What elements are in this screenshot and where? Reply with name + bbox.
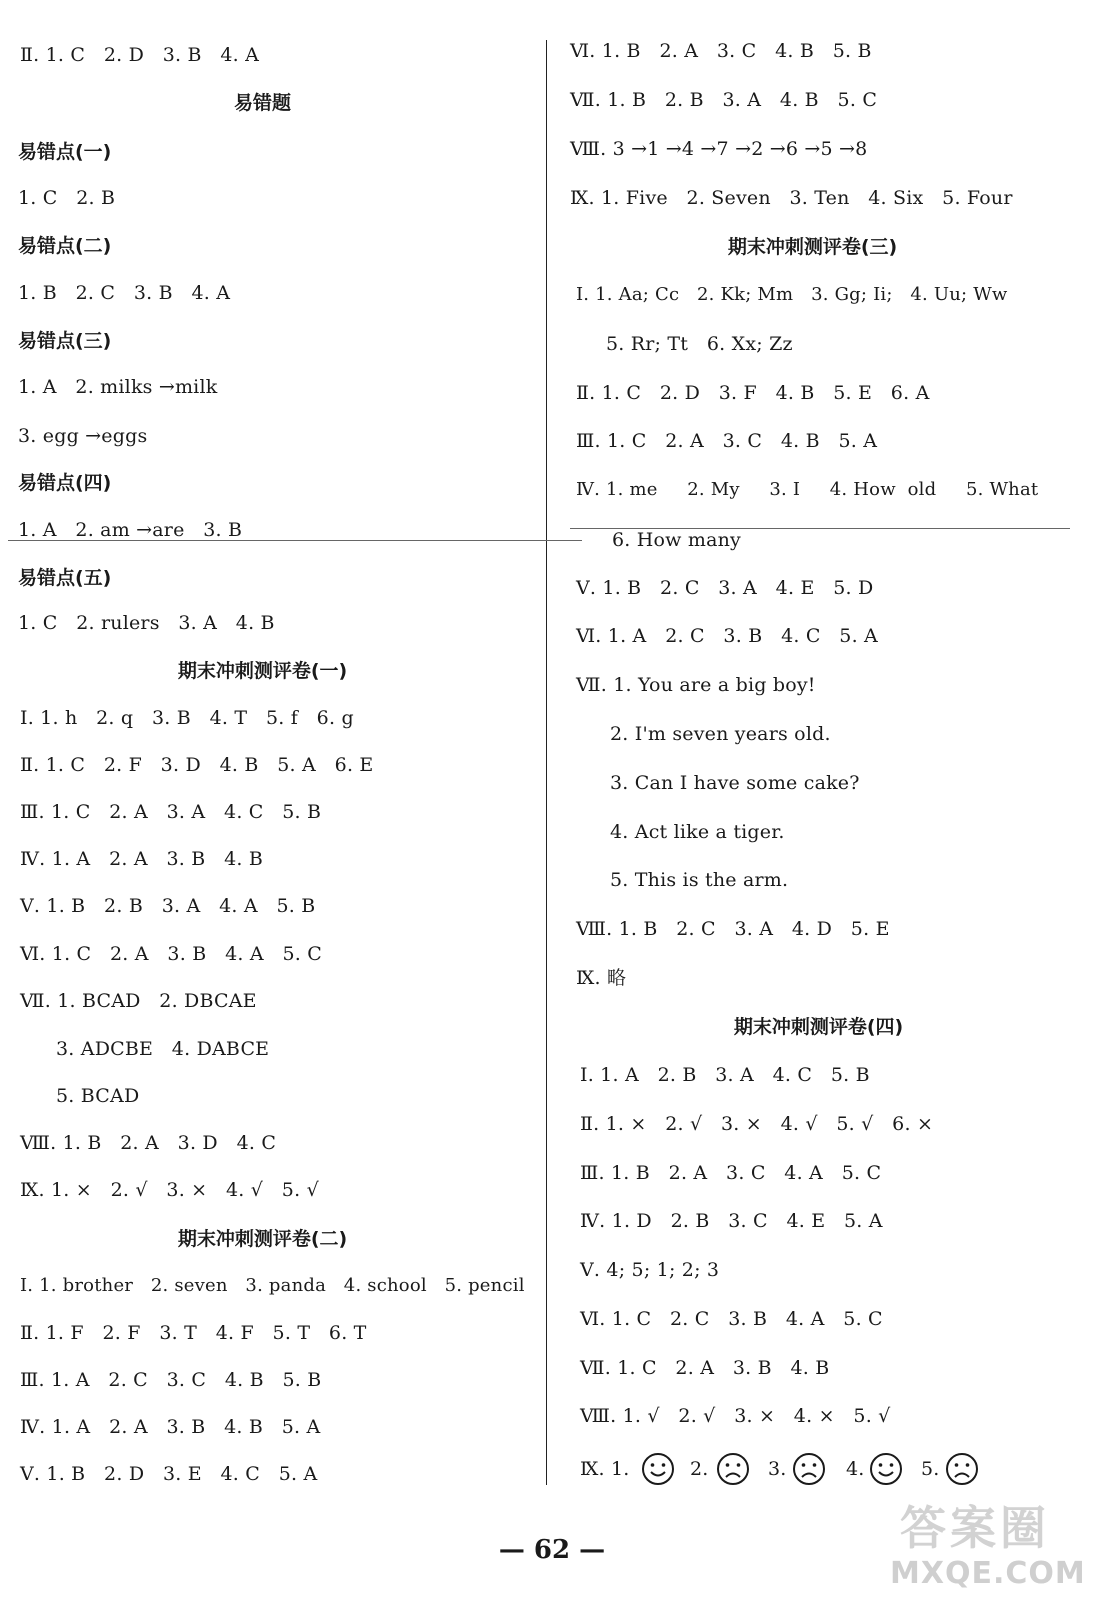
answer-line: Ⅷ. 1. B 2. A 3. D 4. C: [20, 1132, 277, 1154]
answer-line: Ⅳ. 1. A 2. A 3. B 4. B: [20, 848, 264, 870]
answer-line: Ⅴ. 4; 5; 1; 2; 3: [580, 1259, 720, 1281]
answer-line: Ⅷ. 1. √ 2. √ 3. × 4. × 5. √: [580, 1405, 891, 1427]
column-divider: [546, 40, 547, 1485]
answer-line: 4. Act like a tiger.: [610, 821, 785, 843]
answer-line: 5. Rr; Tt 6. Xx; Zz: [606, 333, 793, 355]
subsection-heading: 易错点(四): [18, 472, 112, 494]
answer-line: Ⅶ. 1. C 2. A 3. B 4. B: [580, 1357, 830, 1379]
section-heading: 期末冲刺测评卷(三): [727, 236, 898, 258]
answer-line: 2. I'm seven years old.: [610, 723, 831, 745]
section-heading: 易错题: [233, 92, 291, 114]
subsection-heading: 易错点(二): [18, 235, 112, 257]
answer-line: Ⅵ. 1. C 2. C 3. B 4. A 5. C: [580, 1308, 883, 1330]
answer-line: Ⅲ. 1. C 2. A 3. C 4. B 5. A: [576, 430, 878, 452]
answer-line: Ⅲ. 1. C 2. A 3. A 4. C 5. B: [20, 801, 322, 823]
subsection-heading: 易错点(三): [18, 330, 112, 352]
answer-line: Ⅳ. 1. D 2. B 3. C 4. E 5. A: [580, 1210, 883, 1232]
answer-line: Ⅵ. 1. C 2. A 3. B 4. A 5. C: [20, 943, 322, 965]
answer-line: 1. A 2. milks →milk: [18, 376, 218, 398]
section-heading: 期末冲刺测评卷(二): [177, 1228, 348, 1250]
watermark-logo: [880, 1488, 1085, 1598]
answer-line: Ⅶ. 1. You are a big boy!: [576, 674, 816, 696]
answer-label: 3.: [768, 1458, 787, 1480]
answer-line: 5. BCAD: [56, 1085, 140, 1107]
answer-label: 5.: [921, 1458, 940, 1480]
page-number: — 62 —: [498, 1535, 606, 1565]
answer-line: Ⅴ. 1. B 2. D 3. E 4. C 5. A: [20, 1463, 318, 1485]
answer-line: Ⅴ. 1. B 2. C 3. A 4. E 5. D: [576, 577, 874, 599]
sad-face-icon: [792, 1452, 826, 1486]
answer-line: Ⅸ. 1. Five 2. Seven 3. Ten 4. Six 5. Four: [570, 187, 1013, 209]
answer-line: Ⅰ. 1. Aa; Cc 2. Kk; Mm 3. Gg; Ii; 4. Uu; Ww: [576, 284, 1008, 305]
answer-line: Ⅷ. 1. B 2. C 3. A 4. D 5. E: [576, 918, 890, 940]
watermark-url: MXQE.COM: [890, 1556, 1086, 1591]
answer-line: Ⅶ. 1. B 2. B 3. A 4. B 5. C: [570, 89, 878, 111]
answer-line: 6. How many: [612, 529, 741, 551]
answer-line: Ⅱ. 1. C 2. F 3. D 4. B 5. A 6. E: [20, 754, 374, 776]
sad-face-icon: [716, 1452, 750, 1486]
answer-line: Ⅲ. 1. A 2. C 3. C 4. B 5. B: [20, 1369, 322, 1391]
answer-line: Ⅳ. 1. me 2. My 3. I 4. How old 5. What: [576, 479, 1039, 500]
answer-line: 1. C 2. B: [18, 187, 116, 209]
answer-line: Ⅵ. 1. B 2. A 3. C 4. B 5. B: [570, 40, 872, 62]
happy-face-icon: [641, 1452, 675, 1486]
answer-line: 1. A 2. am →are 3. B: [18, 519, 243, 541]
answer-line: Ⅰ. 1. brother 2. seven 3. panda 4. school 5. pencil: [20, 1275, 525, 1296]
answer-line: Ⅸ. 1. × 2. √ 3. × 4. √ 5. √: [20, 1179, 319, 1201]
sad-face-icon: [945, 1452, 979, 1486]
answer-line: Ⅱ. 1. × 2. √ 3. × 4. √ 5. √ 6. ×: [580, 1113, 934, 1135]
answer-line: 3. Can I have some cake?: [610, 772, 860, 794]
answer-line: Ⅰ. 1. h 2. q 3. B 4. T 5. f 6. g: [20, 707, 354, 729]
answer-line: Ⅱ. 1. C 2. D 3. B 4. A: [20, 44, 260, 66]
answer-line: Ⅵ. 1. A 2. C 3. B 4. C 5. A: [576, 625, 878, 647]
subsection-heading: 易错点(五): [18, 567, 112, 589]
watermark-text: 答案圈: [900, 1501, 1050, 1555]
answer-line: Ⅶ. 1. BCAD 2. DBCAE: [20, 990, 257, 1012]
answer-line: Ⅱ. 1. C 2. D 3. F 4. B 5. E 6. A: [576, 382, 930, 404]
answer-line: Ⅴ. 1. B 2. B 3. A 4. A 5. B: [20, 895, 316, 917]
answer-line: Ⅳ. 1. A 2. A 3. B 4. B 5. A: [20, 1416, 321, 1438]
section-heading: 期末冲刺测评卷(一): [177, 660, 348, 682]
answer-label: 2.: [690, 1458, 709, 1480]
subsection-heading: 易错点(一): [18, 141, 112, 163]
answer-label: Ⅸ. 1.: [580, 1458, 630, 1480]
answer-line: Ⅰ. 1. A 2. B 3. A 4. C 5. B: [580, 1064, 870, 1086]
answer-line: 1. C 2. rulers 3. A 4. B: [18, 612, 275, 634]
answer-line: Ⅷ. 3 →1 →4 →7 →2 →6 →5 →8: [570, 138, 868, 160]
answer-line: 5. This is the arm.: [610, 869, 789, 891]
answer-line: Ⅸ. 略: [576, 967, 627, 989]
happy-face-icon: [869, 1452, 903, 1486]
answer-line: 3. ADCBE 4. DABCE: [56, 1038, 270, 1060]
answer-label: 4.: [846, 1458, 865, 1480]
answer-line: 1. B 2. C 3. B 4. A: [18, 282, 231, 304]
section-heading: 期末冲刺测评卷(四): [733, 1016, 904, 1038]
answer-line: Ⅲ. 1. B 2. A 3. C 4. A 5. C: [580, 1162, 882, 1184]
answer-line: Ⅱ. 1. F 2. F 3. T 4. F 5. T 6. T: [20, 1322, 367, 1344]
answer-line: 3. egg →eggs: [18, 425, 148, 447]
